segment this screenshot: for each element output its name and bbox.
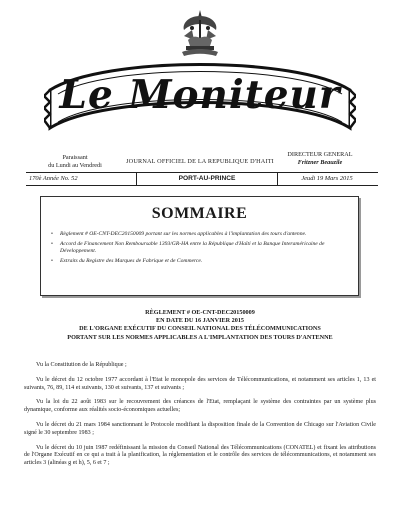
regulation-number: RÈGLEMENT # OE-CNT-DEC20150009 [145,309,255,316]
issue-date: Jeudi 19 Mars 2015 [301,175,353,182]
newspaper-title: Le Moniteur [59,72,341,118]
director-block [262,151,378,167]
regulation-date: EN DATE DU 16 JANVIER 2015 [155,317,245,325]
city-label: PORT-AU-PRINCE [136,173,278,185]
regulation-body [24,362,376,475]
director-name: Fritzner Beauzile [297,159,343,166]
summary-item [51,231,351,238]
regulation-authority: DE L'ORGANE EXÉCUTIF DU CONSEIL NATIONAL DES TÉLÉCOMMUNICATIONS [79,325,321,333]
bullet-icon: • [51,258,53,265]
body-paragraph: Vu le décret du 21 mars 1984 sanctionnant le Protocole modifiant la disposition finale de la Convention de Chicago sur l'Aviation Civile signé le 30 septembre 1983 ; [24,421,376,436]
body-paragraph: Vu le décret du 12 octobre 1977 accordant à l'Etat le monopole des services de Télécommunications, et notamment ses articles 1, 13 et suivants, 76, 89, 114 et suivants, 130 et suivants, 137 et suivants ; [24,376,376,391]
body-paragraph: Vu le décret du 10 juin 1987 redéfinissant la mission du Conseil National des Télécommunications (CONATEL) et fixant les attributions de l'Organe Exécutif en ce qui a trait à la planification, la réglementation et le contrôle des services de télécommunications, et notamment ses articles 3 (alinéas g et h), 5, 6 et 7 ; [24,444,376,467]
summary-item-text: Extraits du Registre des Marques de Fabrique et de Commerce. [60,258,203,265]
regulation-heading [40,309,360,342]
issue-info-bar [26,172,378,186]
summary-item-text: Règlement # OE-CNT-DEC20150009 portant sur les normes applicables à l'implantation des tours d'antenne. [60,231,307,237]
body-paragraph: Vu la loi du 22 août 1983 sur le recouvrement des créances de l'Etat, remplaçant le système des contraintes par un système plus dynamique, conforme aux réalités socio-économiques actuelles; [24,399,376,414]
frequency-line-2: du Lundi au Vendredi [48,162,102,169]
summary-box [40,196,359,296]
summary-list [51,231,351,268]
journal-subtitle: JOURNAL OFFICIEL DE LA REPUBLIQUE D'HAITI [126,158,274,165]
frequency-line-1: Paraissant [62,154,88,161]
summary-item [51,241,351,256]
masthead [44,6,356,146]
director-title: DIRECTEUR GENERAL [287,151,353,158]
regulation-subject: PORTANT SUR LES NORMES APPLICABLES A L'IMPLANTATION DES TOURS D'ANTENNE [67,333,333,341]
issue-number: 170è Année No. 52 [29,175,78,182]
summary-item [51,258,351,265]
bullet-icon: • [51,231,53,237]
summary-item-text: Accord de Financement Non Remboursable 1393/GR-HA entre la République d'Haïti et la Banque Interaméricaine de Développement. [60,240,325,255]
body-paragraph: Vu la Constitution de la République ; [36,362,127,368]
bullet-icon: • [51,240,53,247]
summary-title: SOMMAIRE [151,205,248,222]
